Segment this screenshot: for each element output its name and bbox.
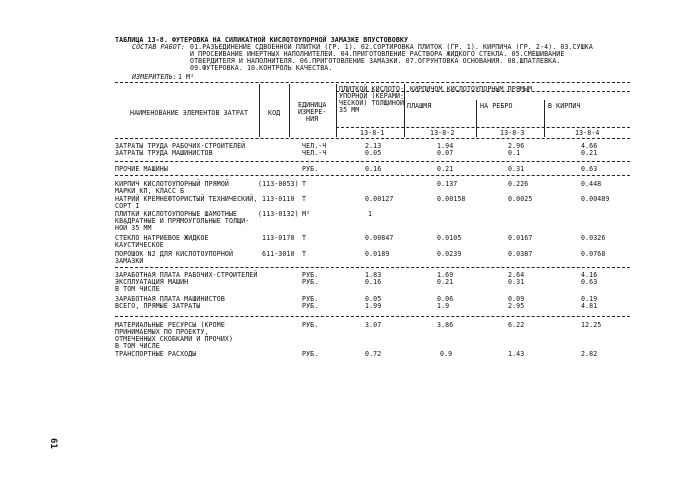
row-value: 0.0387 xyxy=(508,250,533,258)
row-value: 2.96 xyxy=(508,142,525,150)
row-value: 0.0167 xyxy=(508,234,533,242)
row-value: 0.16 xyxy=(365,278,382,286)
col-code: 13-8-4 xyxy=(575,129,600,137)
header-bottom-rule xyxy=(115,138,630,139)
row-name: ЗАТРАТЫ ТРУДА МАШИНИСТОВ xyxy=(115,149,213,157)
row-name: МАРКИ КП, КЛАСС Б xyxy=(115,187,185,195)
row-value: 0.31 xyxy=(508,278,525,286)
table-title: ТАБЛИЦА 13-8. ФУТЕРОВКА НА СИЛИКАТНОЙ КИСЛОТОУПОРНОЙ ЗАМАЗКЕ ВПУСТОВОВКУ xyxy=(115,36,409,44)
row-name: КВАДРАТНЫЕ И ПРЯМОУГОЛЬНЫЕ ТОЛЩИ- xyxy=(115,217,250,225)
row-value: 0.0239 xyxy=(437,250,462,258)
row-value: 2.95 xyxy=(508,302,525,310)
row-unit: ЧЕЛ.-Ч xyxy=(302,142,327,150)
row-value: 0.06 xyxy=(437,295,454,303)
col-divider xyxy=(544,100,545,137)
row-value: 1 xyxy=(368,210,373,218)
composition-line: 01.РАЗЪЕДИНЕНИЕ СДВОЕННОЙ ПЛИТКИ (ГР. 1). 02.СОРТИРОВКА ПЛИТОК (ГР. 1). КИРПИЧА (ГР. 2-4). 03.СУШКА xyxy=(190,43,593,51)
row-value: 0.05 xyxy=(365,149,382,157)
section-rule xyxy=(115,316,630,317)
row-value: 0.448 xyxy=(581,180,602,188)
row-name: ПРОЧИЕ МАШИНЫ xyxy=(115,165,168,173)
row-value: 0.0189 xyxy=(365,250,390,258)
row-unit: М² xyxy=(302,210,311,218)
row-value: 6.22 xyxy=(508,321,525,329)
row-value: 0.137 xyxy=(437,180,458,188)
row-value: 0.09 xyxy=(508,295,525,303)
row-code: (113-0132) xyxy=(258,210,299,218)
row-value: 1.99 xyxy=(365,302,382,310)
section-rule xyxy=(115,175,630,176)
col-code: 13-8-2 xyxy=(430,129,455,137)
row-unit: РУБ. xyxy=(302,295,319,303)
row-code: 611-3010 xyxy=(262,250,295,258)
row-unit: РУБ. xyxy=(302,302,319,310)
row-value: 0.00489 xyxy=(581,195,610,203)
header-unit: НИЯ xyxy=(306,115,319,123)
composition-line: 09.ФУТЕРОВКА. 10.КОНТРОЛЬ КАЧЕСТВА. xyxy=(190,64,333,72)
col-code: 13-8-1 xyxy=(360,129,385,137)
header-brick-flat: ПЛАШМЯ xyxy=(407,102,432,110)
header-tile: УПОРНОЙ (КЕРАМИ- xyxy=(339,92,405,100)
row-name: ПРИНИМАЕМЫХ ПО ПРОЕКТУ, xyxy=(115,328,209,336)
row-value: 0.0768 xyxy=(581,250,606,258)
col-codes-rule xyxy=(336,127,630,128)
row-value: 1.83 xyxy=(365,271,382,279)
row-value: 1.43 xyxy=(508,350,525,358)
row-unit: Т xyxy=(302,180,307,188)
row-value: 0.05 xyxy=(365,295,382,303)
col-divider xyxy=(259,84,260,137)
row-name: ЗАМАЗКИ xyxy=(115,257,144,265)
row-value: 0.0105 xyxy=(437,234,462,242)
header-brick-half: В КИРПИЧ xyxy=(548,102,581,110)
header-unit: ИЗМЕРЕ- xyxy=(298,108,327,116)
row-name: В ТОМ ЧИСЛЕ xyxy=(115,342,160,350)
row-value: 4.66 xyxy=(581,142,598,150)
row-name: НАТРИЙ КРЕМНЕФТОРИСТЫЙ ТЕХНИЧЕСКИЙ, xyxy=(115,195,258,203)
row-value: 0.63 xyxy=(581,165,598,173)
row-code: (113-0053) xyxy=(258,180,299,188)
header-code: КОД xyxy=(268,109,281,117)
row-name: ПЛИТКИ КИСЛОТОУПОРНЫЕ ШАМОТНЫЕ xyxy=(115,210,238,218)
page-number: 61 xyxy=(48,438,58,449)
row-value: 3.07 xyxy=(365,321,382,329)
composition-label: СОСТАВ РАБОТ: xyxy=(132,43,185,51)
row-name: КИРПИЧ КИСЛОТОУПОРНЫЙ ПРЯМОЙ xyxy=(115,180,229,188)
col-divider xyxy=(289,84,290,137)
row-value: 0.226 xyxy=(508,180,529,188)
row-name: ЗАТРАТЫ ТРУДА РАБОЧИХ-СТРОИТЕЛЕЙ xyxy=(115,142,246,150)
row-name: ОТМЕЧЕННЫХ СКОБКАМИ И ПРОЧИХ) xyxy=(115,335,234,343)
row-value: 0.21 xyxy=(437,278,454,286)
row-unit: Т xyxy=(302,195,307,203)
row-value: 0.16 xyxy=(365,165,382,173)
row-name: ВСЕГО, ПРЯМЫЕ ЗАТРАТЫ xyxy=(115,302,201,310)
row-value: 2.82 xyxy=(581,350,598,358)
row-unit: РУБ. xyxy=(302,350,319,358)
composition-line: ОТВЕРДИТЕЛЯ И НАПОЛНИТЕЛЯ. 06.ПРИГОТОВЛЕНИЕ ЗАМАЗКИ. 07.ОГРУНТОВКА ОСНОВАНИЯ. 08.ШПАТЛЕВКА. xyxy=(190,57,561,65)
row-name: ЗАРАБОТНАЯ ПЛАТА РАБОЧИХ-СТРОИТЕЛЕЙ xyxy=(115,271,258,279)
row-value: 1.94 xyxy=(437,142,454,150)
row-name: ЭКСПЛУАТАЦИЯ МАШИН xyxy=(115,278,189,286)
col-divider xyxy=(404,84,405,137)
row-value: 4.16 xyxy=(581,271,598,279)
row-value: 3.86 xyxy=(437,321,454,329)
row-value: 0.72 xyxy=(365,350,382,358)
meter-value: 1 М² xyxy=(178,73,195,81)
row-name: В ТОМ ЧИСЛЕ xyxy=(115,285,160,293)
row-value: 0.63 xyxy=(581,278,598,286)
col-code: 13-8-3 xyxy=(500,129,525,137)
section-rule xyxy=(115,161,630,162)
row-name: СТЕКЛО НАТРИЕВОЕ ЖИДКОЕ xyxy=(115,234,209,242)
row-name: ЗАРАБОТНАЯ ПЛАТА МАШИНИСТОВ xyxy=(115,295,225,303)
row-name: ПОРОШОК N2 ДЛЯ КИСЛОТОУПОРНОЙ xyxy=(115,250,234,258)
composition-line: И ПРОСЕИВАНИЕ ИНЕРТНЫХ НАПОЛНИТЕЛЕЙ. 04.ПРИГОТОВЛЕНИЕ РАСТВОРА ЖИДКОГО СТЕКЛА. 05.СМЕШИВАНИЕ xyxy=(190,50,565,58)
header-brick-edge: НА РЕБРО xyxy=(480,102,513,110)
row-value: 0.0326 xyxy=(581,234,606,242)
row-value: 2.64 xyxy=(508,271,525,279)
row-unit: РУБ. xyxy=(302,278,319,286)
row-value: 0.00847 xyxy=(365,234,394,242)
row-value: 12.25 xyxy=(581,321,602,329)
row-name: КАУСТИЧЕСКОЕ xyxy=(115,241,164,249)
row-unit: Т xyxy=(302,250,307,258)
section-rule xyxy=(115,267,630,268)
header-brick-group: КИРПИЧОМ КИСЛОТОУПОРНЫМ ПРЯМЫМ xyxy=(410,85,533,93)
row-value: 1.9 xyxy=(437,302,450,310)
row-value: 0.21 xyxy=(437,165,454,173)
row-value: 0.07 xyxy=(437,149,454,157)
col-divider xyxy=(336,84,337,137)
meter-label: ИЗМЕРИТЕЛЬ: xyxy=(132,73,177,81)
row-unit: ЧЕЛ.-Ч xyxy=(302,149,327,157)
header-tile: 35 ММ xyxy=(339,106,360,114)
row-value: 0.9 xyxy=(440,350,453,358)
header-name: НАИМЕНОВАНИЕ ЭЛЕМЕНТОВ ЗАТРАТ xyxy=(130,109,249,117)
row-unit: Т xyxy=(302,234,307,242)
row-name: МАТЕРИАЛЬНЫЕ РЕСУРСЫ (КРОМЕ xyxy=(115,321,225,329)
header-tile: ПЛИТКОЙ КИСЛОТО- xyxy=(339,85,405,93)
row-value: 0.00127 xyxy=(365,195,394,203)
row-value: 0.1 xyxy=(508,149,521,157)
row-name: СОРТ I xyxy=(115,202,140,210)
col-divider xyxy=(476,100,477,137)
row-value: 4.81 xyxy=(581,302,598,310)
row-unit: РУБ. xyxy=(302,165,319,173)
row-name: НОЙ 35 ММ xyxy=(115,224,152,232)
row-value: 0.21 xyxy=(581,149,598,157)
header-unit: ЕДИНИЦА xyxy=(298,101,327,109)
row-code: 113-0170 xyxy=(262,234,295,242)
row-code: 113-0110 xyxy=(262,195,295,203)
row-name: ТРАНСПОРТНЫЕ РАСХОДЫ xyxy=(115,350,197,358)
header-tile: ЧЕСКОЙ) ТОЛЩИНОЙ xyxy=(339,99,405,107)
row-unit: РУБ. xyxy=(302,321,319,329)
row-unit: РУБ. xyxy=(302,271,319,279)
header-top-rule xyxy=(115,82,630,83)
row-value: 0.31 xyxy=(508,165,525,173)
row-value: 0.0025 xyxy=(508,195,533,203)
row-value: 1.69 xyxy=(437,271,454,279)
row-value: 2.13 xyxy=(365,142,382,150)
row-value: 0.00158 xyxy=(437,195,466,203)
row-value: 0.19 xyxy=(581,295,598,303)
